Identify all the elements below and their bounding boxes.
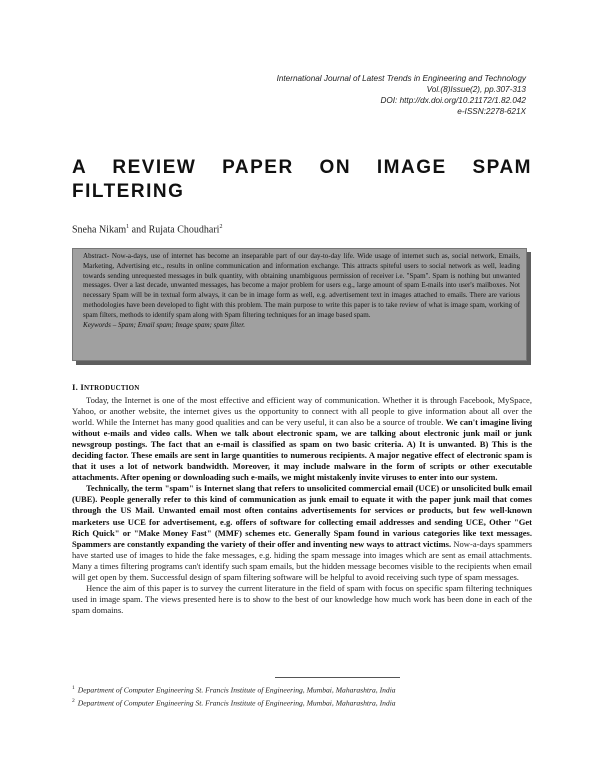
abstract-text: Abstract- Now-a-days, use of internet has become an inseparable part of our day-to-day life. Wide usage of internet such as, social network, Emails, Marketing, Advertising etc., results in online communication and information exchange. This attracts spiteful users to social network as well, leading towards sending unrequested messages in bulk quantity, with obtaining unambiguous permission of receiver i.e. "Spam". Spam is nothing but unwanted messages. Over a last decade, unwanted messages, has become a major problem for users e.g., large amount of spam E-mails into user's mailboxes. Not necessary Spam will be in textual form always, it can be in image form as well, e.g. advertisement text in images attached to emails. There are various methodologies have been developed to fight with this problem. The main purpose to write this paper is to take review of what is image spam, working of spam filters, methods to identify spam along with Spam filtering techniques for an image based spam. (83, 252, 520, 319)
paragraph (72, 583, 532, 616)
author-joiner: and (129, 224, 149, 236)
paragraph (72, 483, 532, 582)
author-list (72, 224, 532, 235)
footnote-mark: 1 (72, 685, 75, 691)
journal-header (166, 73, 526, 117)
paragraph-bold-text: Technically, the term "spam" is Internet slang that refers to unsolicited commercial email (UCE) or unsolicited bulk email (UBE). People generally refer to this kind of communication as junk email to equate it with the paper junk mail that comes through the US Mail. Unwanted email most often contains advertisements for services or products, but few well-known marketers use UCE for advertisement, e.g. offers of software for collecting email addresses and sending UCE, Other "Get Rich Quick" or "Make Money Fast" (MMF) schemes etc. Generally Spam found in various categories like text messages. Spammers are constantly expanding the variety of their offer and inventing new ways to attract victims. (72, 483, 532, 549)
paragraph-text: Today, the Internet is one of the most effective and efficient way of communication. Whether it is through Facebook, MySpace, Yahoo, or another website, the internet gives us the opportunity to connect with all people to give information about all over the world. While the Internet has many good qualities and can be very useful, it can also be a source of trouble. (72, 395, 532, 428)
author-affiliation-mark: 2 (219, 224, 223, 230)
abstract-keywords: Keywords – Spam; Email spam; Image spam; spam filter. (83, 320, 246, 329)
author-affiliation-mark: 1 (126, 224, 130, 230)
body-text (72, 395, 532, 616)
paragraph-bold-text: We can't imagine living without e-mails and video calls. When we talk about electronic spam, we are talking about electronic junk mail or junk newsgroup postings. The fact that an e-mail is classified as spam on two basic criteria. A) It is unwanted. B) This is the deciding factor. These emails are sent in large quantities to numerous recipients. A major negative effect of electronic spam is that it uses a lot of network bandwidth. Moreover, it may include malware in the form of scripts or other executable attachments. After opening or downloading such e-mails, we might mistakenly invite viruses to enter into our system. (72, 417, 532, 483)
journal-name: International Journal of Latest Trends in Engineering and Technology (276, 74, 526, 83)
journal-volume: Vol.(8)Issue(2), pp.307-313 (426, 85, 526, 94)
journal-doi: DOI: http://dx.doi.org/10.21172/1.82.042 (380, 96, 526, 105)
author-name: Sneha Nikam (72, 224, 127, 236)
footnote-text: Department of Computer Engineering St. Francis Institute of Engineering, Mumbai, Maharashtra, India (77, 698, 396, 708)
abstract-box (72, 248, 527, 361)
section-name: NTRODUCTION (84, 384, 140, 392)
paragraph (72, 395, 532, 483)
section-number: I. I (72, 382, 85, 392)
paper-title: A REVIEW PAPER ON IMAGE SPAM FILTERING (72, 157, 532, 202)
footnote-mark: 2 (72, 697, 75, 704)
footnote-text: Department of Computer Engineering St. Francis Institute of Engineering, Mumbai, Maharashtra, India (77, 685, 396, 695)
journal-issn: e-ISSN:2278-621X (457, 107, 526, 116)
footnotes (72, 683, 532, 708)
author-name: Rujata Choudhari (148, 224, 220, 236)
footnote-divider (275, 677, 400, 678)
section-heading (72, 382, 140, 392)
paragraph-text: Now-a-days spammers have started use of images to hide the fake messages, e.g. hiding the spam message into images which are sent as email attachments. Many a times filtering programs can't identify such spam emails, but the hidden message becomes visible to the recipients when email will get open by them. Successful design of spam filtering software will be helpful to avoid receiving such type of spam messages. (72, 538, 532, 582)
footnote (72, 683, 532, 696)
footnote (72, 696, 532, 709)
paragraph-text: Hence the aim of this paper is to survey the current literature in the field of spam with focus on specific spam filtering techniques used in image spam. The views presented here is to show to the best of our knowledge how much work has been done in each of the spam domains. (72, 582, 532, 615)
